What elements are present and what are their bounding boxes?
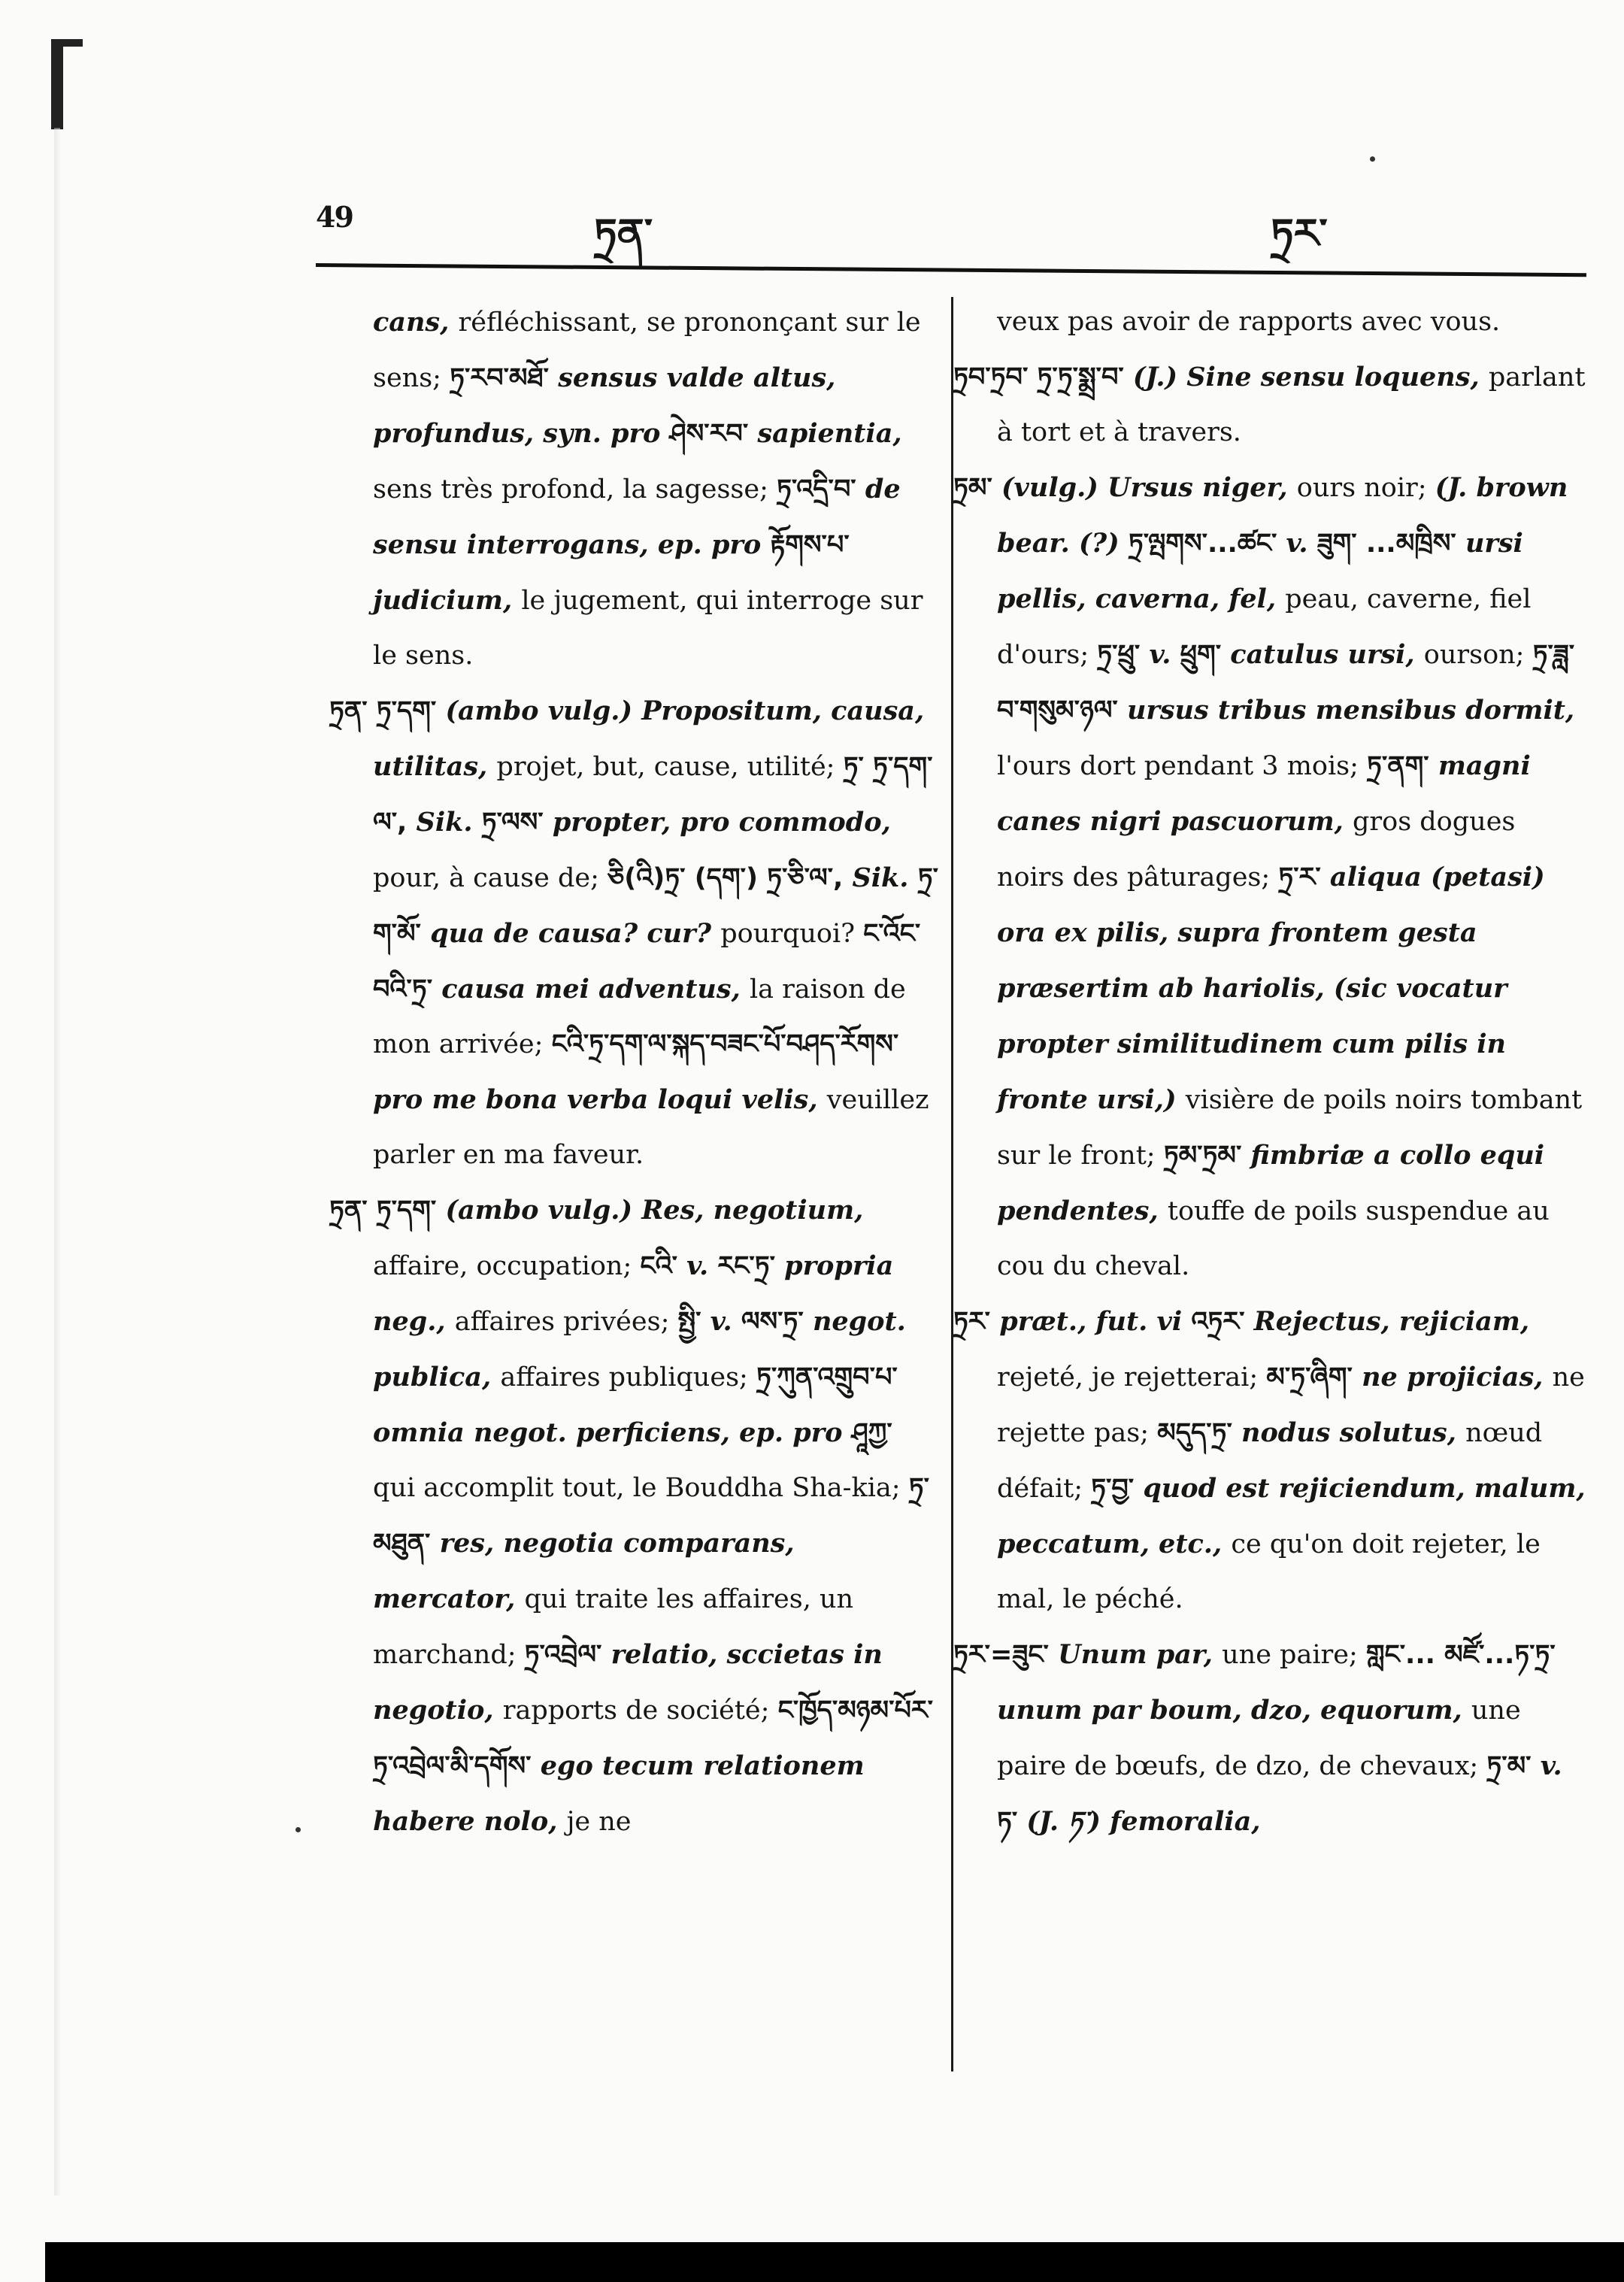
tibetan-text: ཏྲ་མཐུན་	[373, 1473, 929, 1559]
french-text: je ne	[566, 1807, 632, 1837]
latin-text: propria neg.,	[373, 1250, 894, 1337]
french-text: veuillez parler en ma faveur.	[373, 1085, 929, 1170]
latin-text: omnia negot. perficiens, ep. pro	[373, 1417, 852, 1448]
latin-text: (J. brown bear. (?)	[997, 472, 1568, 559]
latin-text: (ambo vulg.) Res, negotium,	[445, 1195, 864, 1226]
latin-text: sensus valde altus, profundus, syn. pro	[373, 362, 836, 449]
tibetan-text: ཏྲ་ནག་	[1367, 751, 1438, 781]
tibetan-text: ང་ཁྱོད་མཉམ་པོར་ཏྲ་འབྲེལ་མི་དགོས་	[373, 1696, 934, 1781]
french-text: ce qu'on doit rejeter, le mal, le péché.	[997, 1529, 1541, 1614]
tibetan-text: ཏྲམ་ཏྲམ་	[1163, 1141, 1251, 1171]
tibetan-text: ཏྲ་འདྲི་བ་	[777, 474, 865, 505]
tibetan-text: ཏྲ་ར་	[1278, 862, 1330, 892]
french-text: affaire, occupation;	[373, 1251, 641, 1281]
latin-text: negot. publica,	[373, 1306, 906, 1393]
tibetan-text: ཏྲ་མ་	[1486, 1751, 1541, 1781]
tibetan-text: ཏྲ་ཟླ་བ་གསུམ་ཉལ་	[997, 640, 1575, 726]
scan-corner-mark	[51, 39, 63, 129]
latin-text: Sik.	[416, 807, 482, 838]
latin-text: causa mei adventus,	[441, 974, 750, 1005]
left-entry-2	[329, 1183, 942, 1850]
french-text: une paire;	[1222, 1640, 1366, 1670]
latin-text: res, negotia comparans, mercator,	[373, 1528, 795, 1614]
tibetan-text: ཏྲ་ལས་	[481, 808, 553, 838]
french-text: visière de poils noirs tombant sur le front;	[997, 1085, 1583, 1171]
latin-text: (J. ཏ་) femoralia,	[1026, 1806, 1261, 1837]
latin-text: (vulg.) Ursus niger,	[1001, 472, 1297, 503]
tibetan-text: ངའི་	[640, 1251, 687, 1281]
latin-text: (J.) Sine sensu loquens,	[1132, 362, 1489, 392]
french-text: peau, caverne, fiel d'ours;	[997, 584, 1532, 670]
latin-text: magni canes nigri pascuorum,	[997, 750, 1531, 837]
tibetan-text: འཏྲར་	[1191, 1307, 1254, 1337]
tibetan-text: ཏྲམ་	[953, 473, 1001, 503]
tibetan-text: མ་ཏྲ་ཞིག་	[1266, 1362, 1362, 1393]
latin-text: Unum par,	[1058, 1639, 1223, 1670]
latin-text: qua de causa? cur?	[430, 918, 721, 949]
tibetan-text: རང་ཏྲ་	[717, 1251, 785, 1281]
scan-edge	[54, 128, 60, 2196]
latin-text: pro me bona verba loqui velis,	[373, 1084, 827, 1115]
right-column	[953, 295, 1589, 1850]
tibetan-text: ཏྲ་བྱ་	[1091, 1474, 1144, 1504]
french-text: affaires privées;	[454, 1307, 678, 1337]
latin-text: Rejectus, rejiciam,	[1253, 1306, 1530, 1337]
latin-text: unum par boum, dzo, equorum,	[997, 1695, 1471, 1726]
right-continued-entry	[953, 295, 1589, 350]
latin-text: judicium,	[373, 585, 522, 616]
latin-text: ursus tribus mensibus dormit,	[1126, 695, 1575, 726]
page-number: 49	[316, 200, 353, 234]
latin-text: v.	[686, 1250, 718, 1281]
tibetan-text: ཟུག་ ...མཁྲིས་	[1316, 529, 1465, 559]
french-text: touffe de poils suspendue au cou du cheval.	[997, 1196, 1550, 1281]
latin-text: propter, pro commodo,	[552, 807, 891, 838]
latin-text: relatio, sccietas in negotio,	[373, 1639, 883, 1726]
latin-text: de sensu interrogans, ep. pro	[373, 474, 901, 560]
tibetan-text: ཏྲ་ལྤགས་...ཚང་	[1128, 529, 1286, 559]
french-text: pour, à cause de;	[373, 863, 607, 893]
tibetan-text: ཏྲར་	[953, 1307, 1000, 1337]
tibetan-text: ཏྲ་རབ་མཐོ་	[450, 363, 559, 393]
tibetan-text: གླང་... མཛོ་...ཏ་ཏྲ་	[1365, 1640, 1556, 1670]
french-text: ne rejette pas;	[997, 1362, 1585, 1448]
latin-text: ursi pellis, caverna, fel,	[997, 528, 1523, 614]
right-entry-1	[953, 350, 1589, 460]
french-text: qui accomplit tout, le Bouddha Sha-kia;	[373, 1473, 909, 1503]
tibetan-text: ཏ་	[997, 1807, 1027, 1837]
latin-text: Sik.	[852, 862, 918, 893]
french-text: l'ours dort pendant 3 mois;	[997, 751, 1368, 781]
tibetan-text: མདུད་ཏྲ་	[1157, 1418, 1242, 1448]
latin-text: ego tecum relationem habere nolo,	[373, 1750, 865, 1837]
french-text: qui traite les affaires, un marchand;	[373, 1584, 854, 1670]
french-text: la raison de mon arrivée;	[373, 974, 906, 1059]
tibetan-text: ལས་ཏྲ་	[741, 1307, 813, 1337]
french-text: sens très profond, la sagesse;	[373, 474, 777, 505]
tibetan-text: ཏྲ་ཕྲུ་	[1097, 640, 1150, 670]
french-text: gros dogues noirs des pâturages;	[997, 807, 1516, 892]
french-text: projet, but, cause, utilité;	[496, 752, 844, 782]
tibetan-text: ཏྲ་ ཏྲ་དག་ལ་,	[373, 752, 933, 838]
tibetan-text: ཕྲུག་	[1180, 640, 1231, 670]
latin-text: nodus solutus,	[1241, 1417, 1466, 1448]
scan-speck	[1370, 156, 1375, 162]
left-column	[329, 295, 942, 1850]
latin-text: v.	[710, 1306, 741, 1337]
latin-text: quod est rejiciendum, malum, peccatum, etc.,	[997, 1473, 1586, 1559]
left-continued-entry	[329, 295, 942, 683]
french-text: ourson;	[1423, 640, 1533, 670]
scan-speck	[295, 1827, 301, 1832]
tibetan-text: རྟོགས་པ་	[770, 530, 850, 560]
tibetan-text: སྤྱི་	[677, 1307, 710, 1337]
tibetan-text: ཏྲབ་ཏྲབ་ ཏྲ་ཏྲ་སྨྲ་བ་	[953, 362, 1133, 392]
latin-text: aliqua (petasi) ora ex pilis, supra frontem gesta præsertim ab hariolis, (sic vocatur propter similitudinem cum pilis in fronte ursi,)	[997, 862, 1545, 1115]
left-entry-1	[329, 683, 942, 1183]
latin-text: ne projicias,	[1362, 1362, 1553, 1393]
latin-text: fimbriæ a collo equi pendentes,	[997, 1140, 1545, 1226]
french-text: le jugement, qui interroge sur le sens.	[373, 586, 923, 671]
latin-text: catulus ursi,	[1230, 639, 1424, 670]
page-header	[316, 188, 1594, 271]
left-running-head: ཏྲན་	[594, 210, 653, 257]
tibetan-text: ཏྲ་ཀུན་འགྲུབ་པ་	[756, 1362, 898, 1393]
tibetan-text: ཏྲན་ ཏྲ་དག་	[329, 696, 446, 726]
latin-text: v.	[1286, 528, 1317, 559]
french-text: veux pas avoir de rapports avec vous.	[997, 307, 1501, 337]
tibetan-text: ཏྲན་ ཏྲ་དག་	[329, 1196, 446, 1226]
french-text: pourquoi?	[720, 919, 864, 949]
right-running-head: ཏྲར་	[1271, 210, 1328, 257]
right-entry-4	[953, 1627, 1589, 1850]
tibetan-text: ཤཱཀྱ་	[851, 1418, 892, 1448]
scan-footer-band	[45, 2242, 1624, 2282]
french-text: réfléchissant, se prononçant sur le sens;	[373, 308, 921, 393]
latin-text: v.	[1149, 639, 1180, 670]
tibetan-text: ངའི་ཏྲ་དག་ལ་སྐད་བཟང་པོ་བཤད་རོགས་	[551, 1029, 899, 1059]
french-text: ours noir;	[1296, 473, 1435, 503]
french-text: nœud défait;	[997, 1418, 1543, 1504]
latin-text: cans,	[373, 307, 459, 338]
tibetan-text: ཏྲ་འབྲེལ་	[524, 1640, 611, 1670]
french-text: rapports de société;	[502, 1696, 778, 1726]
latin-text: sapientia,	[757, 418, 902, 449]
french-text: rejeté, je rejetterai;	[997, 1362, 1267, 1393]
french-text: affaires publiques;	[500, 1362, 756, 1393]
french-text: une paire de bœufs, de dzo, de chevaux;	[997, 1696, 1521, 1781]
latin-text: præt., fut. vi	[999, 1306, 1192, 1337]
tibetan-text: ཅི(འི)ཏྲ་ (དག་) ཏྲ་ཅི་ལ་,	[607, 863, 853, 893]
right-entry-3	[953, 1294, 1589, 1627]
latin-text: (ambo vulg.) Propositum, causa, utilitas,	[373, 696, 925, 782]
tibetan-text: ཤེས་རབ་	[669, 419, 758, 449]
latin-text: v.	[1540, 1750, 1562, 1781]
right-entry-2	[953, 460, 1589, 1294]
tibetan-text: ཏྲ་ག་མོ་	[373, 863, 938, 949]
tibetan-text: ཏྲར་=ཟུང་	[953, 1640, 1059, 1670]
french-text: parlant à tort et à travers.	[997, 362, 1586, 447]
tibetan-text: ང་འོང་བའི་ཏྲ་	[373, 919, 921, 1005]
